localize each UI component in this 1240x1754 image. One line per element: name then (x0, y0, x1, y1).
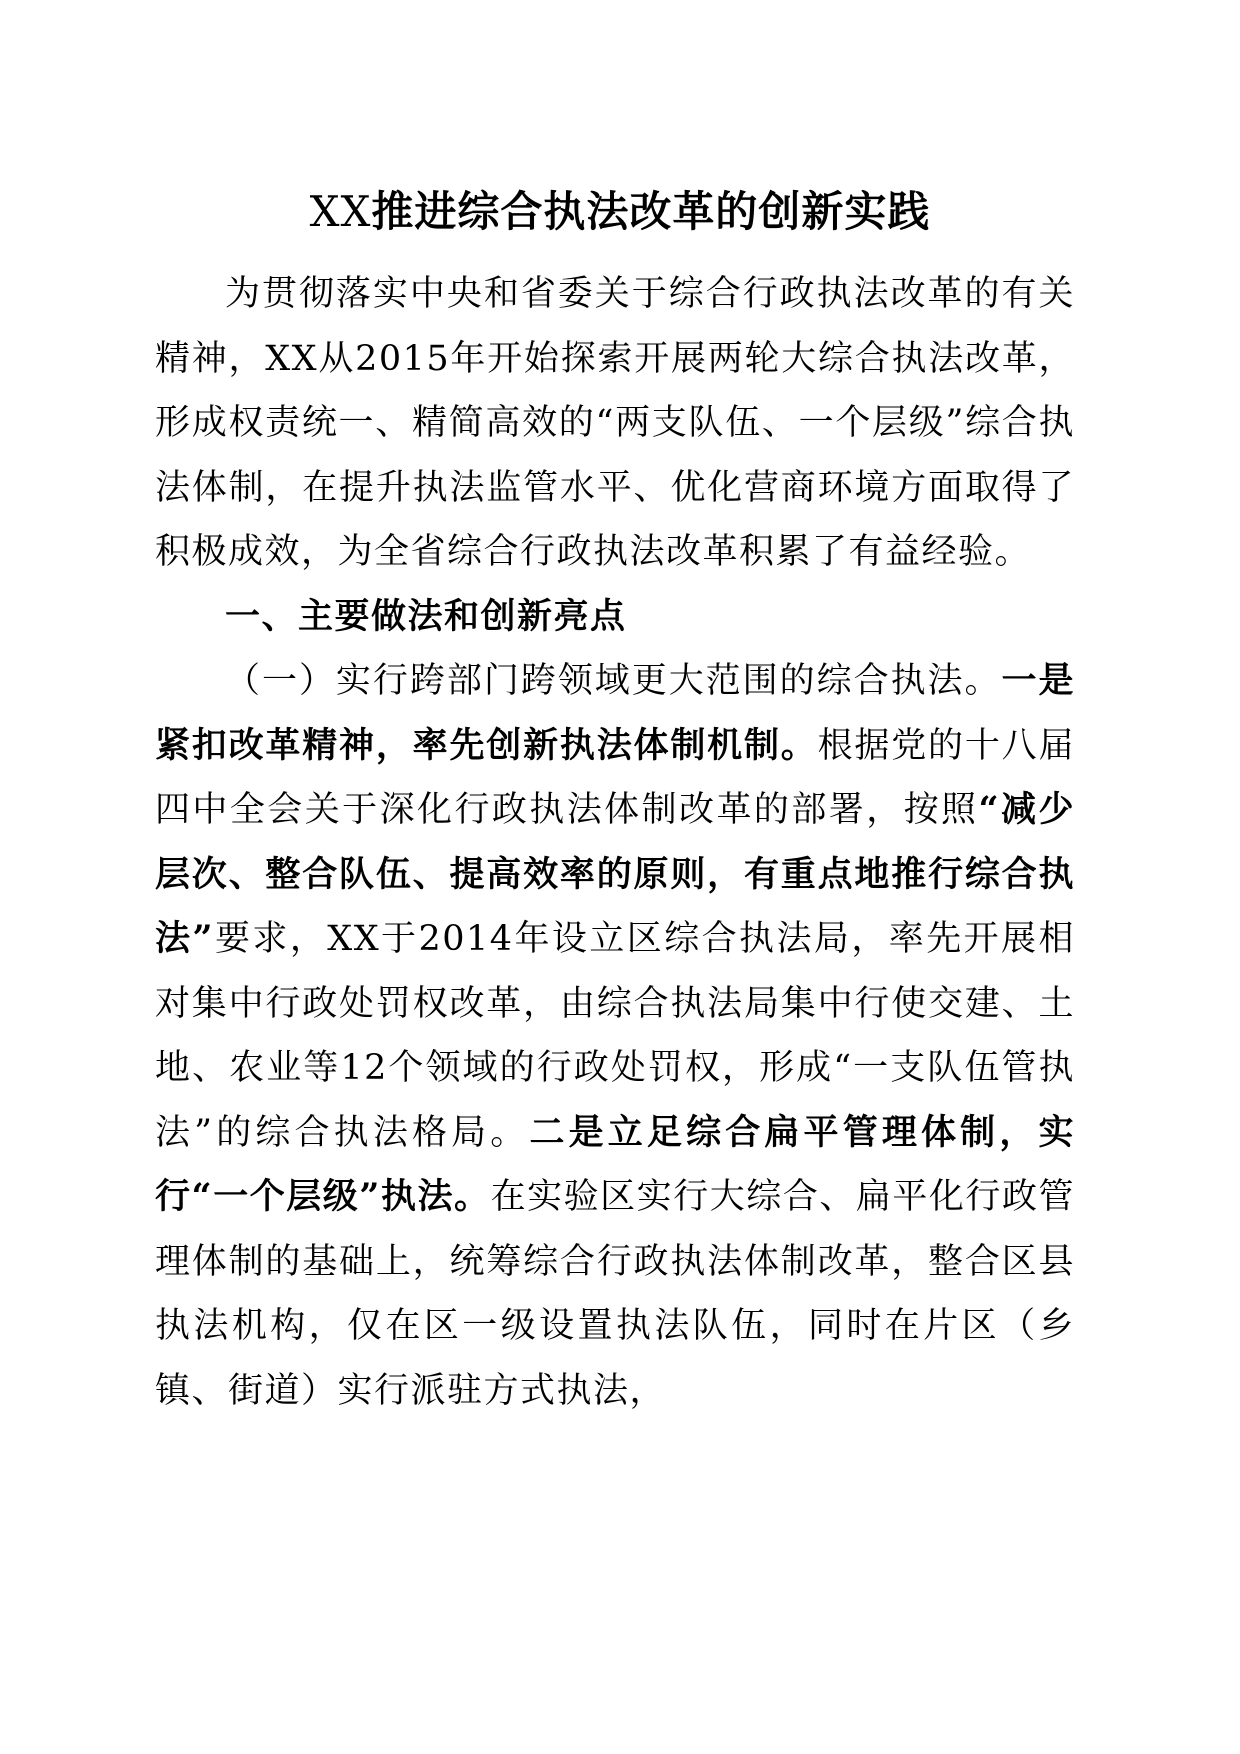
point-1-text-b: 要求，XX于2014年设立区综合执法局，率先开展相对集中行政处罚权改革，由综合执法局集中行使交建、土地、农业等12个领域的行政处罚权，形成“一支队伍管执法”的综合执法格局。 (155, 919, 1075, 1153)
point-2-text: 在实验区实行大综合、扁平化行政管理体制的基础上，统筹综合行政执法体制改革，整合区县执法机构，仅在区一级设置执法队伍，同时在片区（乡镇、街道）实行派驻方式执法， (155, 1177, 1075, 1411)
intro-paragraph: 为贯彻落实中央和省委关于综合行政执法改革的有关精神，XX从2015年开始探索开展两轮大综合执法改革，形成权责统一、精简高效的“两支队伍、一个层级”综合执法体制，在提升执法监管水平、优化营商环境方面取得了积极成效，为全省综合行政执法改革积累了有益经验。 (155, 274, 1075, 572)
document-body (155, 262, 1075, 1423)
document-title (100, 182, 1140, 242)
subsection-heading: （一）实行跨部门跨领域更大范围的综合执法。 (225, 661, 1002, 701)
title-main: 推进综合执法改革的创新实践 (371, 187, 931, 236)
subsection-paragraph (155, 649, 1075, 1423)
title-prefix: XX (309, 187, 372, 236)
section-heading: 一、主要做法和创新亮点 (225, 595, 627, 637)
point-1-title: 一是紧扣改革精神，率先创新执法体制机制。 (155, 660, 1075, 766)
point-2-title: 二是立足综合扁平管理体制，实行“一个层级”执法。 (155, 1111, 1075, 1217)
point-1-quote: “减少层次、整合队伍、提高效率的原则，有重点地推行综合执法” (155, 789, 1075, 959)
point-1-text-a: 根据党的十八届四中全会关于深化行政执法体制改革的部署，按照 (155, 725, 1075, 830)
